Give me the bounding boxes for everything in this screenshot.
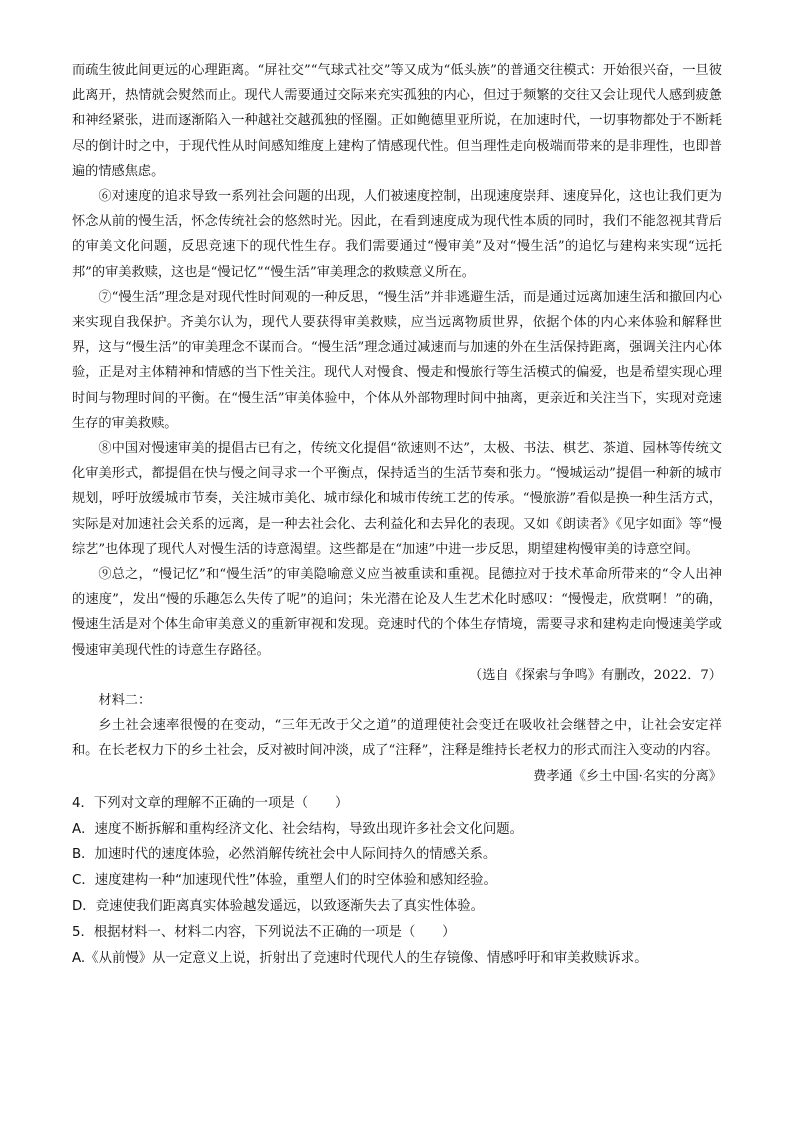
material-one-source: （选自《探索与争鸣》有删改，2022．7） [469, 667, 722, 683]
material-two-body: 乡土社会速率很慢的在变动，“三年无改于父之道”的道理使社会变迁在吸收社会继替之中，让社会安定祥和。在长老权力下的乡土社会，反对被时间冲淡，成了“注释”，注释是维持长老权力的形式而注入变动的内容。 [72, 718, 722, 759]
exam-page [72, 58, 722, 971]
question-4-option-a[interactable]: A．速度不断拆解和重构经济文化、社会结构，导致出现许多社会文化问题。 [72, 821, 524, 837]
material-one-paragraph-9: ⑨总之，“慢记忆”和“慢生活”的审美隐喻意义应当被重读和重视。昆德拉对于技术革命所带来的“令人出神的速度”，发出“慢的乐趣怎么失传了呢”的追问；朱光潜在论及人生艺术化时感叹：“慢慢走，欣赏啊！”的确，慢速生活是对个体生命审美意义的重新审视和发现。竞速时代的个体生存情境，需要寻求和建构走向慢速美学或慢速审美现代性的诗意生存路径。 [72, 567, 722, 658]
material-two-label: 材料二： [98, 693, 152, 709]
question-5-option-a[interactable]: A.《从前慢》从一定意义上说，折射出了竞速时代现代人的生存镜像、情感呼吁和审美救赎诉求。 [72, 950, 648, 966]
question-4-option-c[interactable]: C．速度建构一种“加速现代性”体验，重塑人们的时空体验和感知经验。 [72, 873, 497, 889]
material-one-paragraph-8: ⑧中国对慢速审美的提倡古已有之，传统文化提倡“欲速则不达”，太极、书法、棋艺、茶道、园林等传统文化审美形式，都提倡在快与慢之间寻求一个平衡点，保持适当的生活节奏和张力。“慢城运动”提倡一种新的城市规划，呼吁放缓城市节奏，关注城市美化、城市绿化和城市传统工艺的传承。“慢旅游”看似是换一种生活方式，实际是对加速社会关系的远离，是一种去社会化、去利益化和去异化的表现。又如《朗读者》《见字如面》等“慢综艺”也体现了现代人对慢生活的诗意渴望。这些都是在“加速”中进一步反思，期望建构慢审美的诗意空间。 [72, 441, 722, 557]
material-two-source: 费孝通《乡土中国·名实的分离》 [533, 768, 722, 784]
question-4-option-d[interactable]: D．竞速使我们距离真实体验越发遥远，以致逐渐失去了真实性体验。 [72, 899, 485, 915]
material-one-paragraph-7: ⑦“慢生活”理念是对现代性时间观的一种反思，“慢生活”并非逃避生活，而是通过远离加速生活和撤回内心来实现自我保护。齐美尔认为，现代人要获得审美救赎，应当远离物质世界，依据个体的内心来体验和解释世界，这与“慢生活”的审美理念不谋而合。“慢生活”理念通过减速而与加速的外在生活保持距离，强调关注内心体验，正是对主体精神和情感的当下性关注。现代人对慢食、慢走和慢旅行等生活模式的偏爱，也是希望实现心理时间与物理时间的平衡。在“慢生活”审美体验中，个体从外部物理时间中抽离，更亲近和关注当下，实现对竞速生存的审美救赎。 [72, 289, 722, 431]
question-5-stem: 5．根据材料一、材料二内容，下列说法不正确的一项是（ ） [72, 924, 456, 940]
material-one-paragraph-continued: 而疏生彼此间更远的心理距离。“屏社交”“气球式社交”等又成为“低头族”的普通交往模式：开始很兴奋，一旦彼此离开，热情就会熨然而止。现代人需要通过交际来充实孤独的内心，但过于频繁的交往又会让现代人感到疲惫和神经紧张，进而逐渐陷入一种越社交越孤独的怪圈。正如鲍德里亚所说，在加速时代，一切事物都处于不断耗尽的倒计时之中，于现代性从时间感知维度上建构了情感现代性。但当理性走向极端而带来的是非理性，也即普遍的情感焦虑。 [72, 63, 722, 179]
question-4-stem: 4．下列对文章的理解不正确的一项是（ ） [72, 795, 349, 811]
question-4-option-b[interactable]: B．加速时代的速度体验，必然消解传统社会中人际间持久的情感关系。 [72, 847, 497, 863]
material-one-paragraph-6: ⑥对速度的追求导致一系列社会问题的出现，人们被速度控制，出现速度崇拜、速度异化，这也让我们更为怀念从前的慢生活，怀念传统社会的悠然时光。因此，在看到速度成为现代性本质的同时，我们不能忽视其背后的审美文化问题，反思竞速下的现代性生存。我们需要通过“慢审美”及对“慢生活”的追忆与建构来实现“远托邦”的审美救赎，这也是“慢记忆”“慢生活”审美理念的救赎意义所在。 [72, 189, 722, 280]
questions-section [72, 791, 722, 972]
